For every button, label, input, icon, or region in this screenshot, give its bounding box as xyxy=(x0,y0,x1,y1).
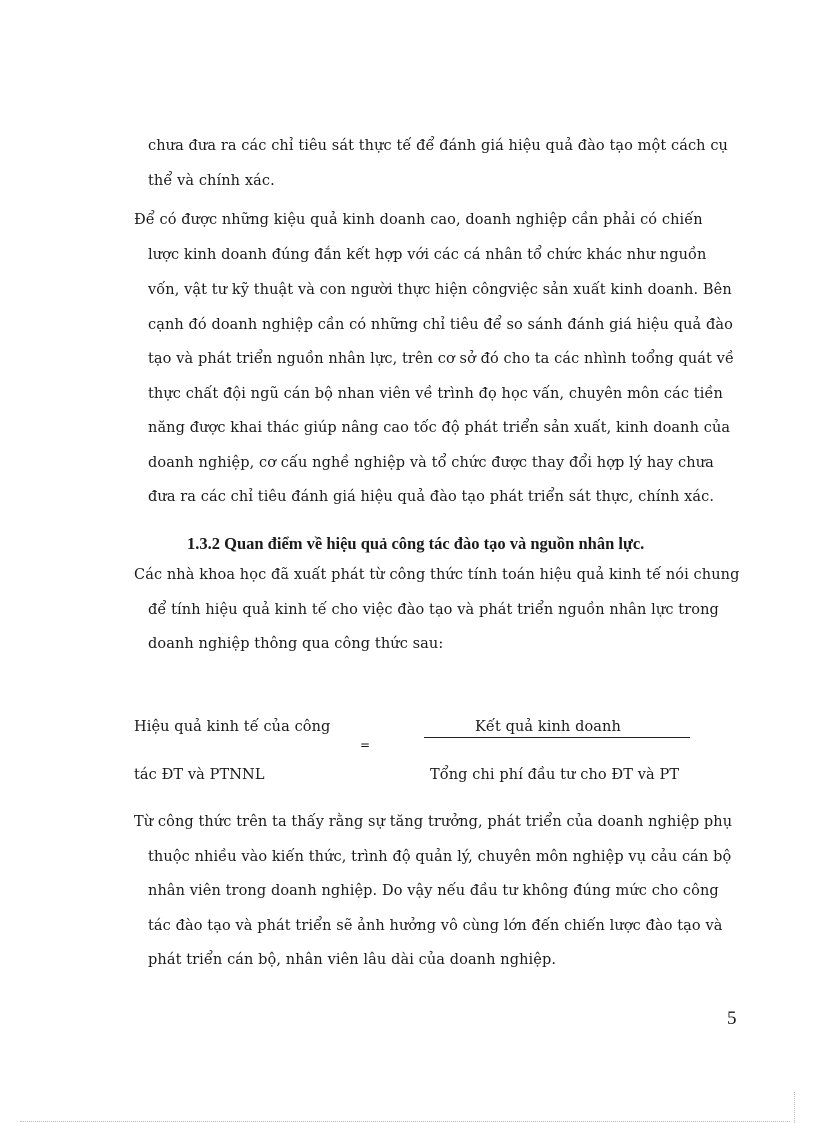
paragraph-4-line-3: nhân viên trong doanh nghiệp. Do vậy nếu đầu tư không đúng mức cho công xyxy=(148,883,719,899)
paragraph-4-line-2: thuộc nhiều vào kiến thức, trình độ quản lý, chuyên môn nghiệp vụ cảu cán bộ xyxy=(148,849,732,865)
paragraph-4-line-1: Từ công thức trên ta thấy rằng sự tăng trưởng, phát triển của doanh nghiệp phụ xyxy=(134,814,733,830)
paragraph-4-line-4: tác đào tạo và phát triển sẽ ảnh hưởng vô cùng lớn đến chiến lược đào tạo và xyxy=(148,918,723,934)
paragraph-2-line-6: thực chất đội ngũ cán bộ nhan viên về trình đọ học vấn, chuyên môn các tiền xyxy=(148,386,723,402)
paragraph-2-line-5: tạo và phát triển nguồn nhân lực, trên cơ sở đó cho ta các nhình toổng quát về xyxy=(148,351,734,367)
paragraph-4-line-5: phát triển cán bộ, nhân viên lâu dài của doanh nghiệp. xyxy=(148,952,557,968)
page-bottom-border xyxy=(20,1121,790,1122)
paragraph-2-line-2: lược kinh doanh đúng đắn kết hợp với các cá nhân tổ chức khác như nguồn xyxy=(148,247,707,263)
paragraph-2-line-9: đưa ra các chỉ tiêu đánh giá hiệu quả đào tạo phát triển sát thực, chính xác. xyxy=(148,489,715,505)
paragraph-2-line-8: doanh nghiệp, cơ cấu nghề nghiệp và tổ chức được thay đổi hợp lý hay chưa xyxy=(148,455,714,471)
paragraph-2-line-4: cạnh đó doanh nghiệp cần có những chỉ tiêu để so sánh đánh giá hiệu quả đào xyxy=(148,317,733,333)
paragraph-3-line-1: Các nhà khoa học đã xuất phát từ công thức tính toán hiệu quả kinh tế nói chung xyxy=(134,567,740,583)
formula-numerator: Kết quả kinh doanh xyxy=(475,719,621,735)
page-number: 5 xyxy=(727,1008,737,1029)
paragraph-2-line-1: Để có được những kiệu quả kinh doanh cao, doanh nghiệp cần phải có chiến xyxy=(134,212,703,228)
paragraph-3-line-2: để tính hiệu quả kinh tế cho việc đào tạo và phát triển nguồn nhân lực trong xyxy=(148,602,719,618)
formula-equals-sign: = xyxy=(360,738,371,752)
formula-left-line-2: tác ĐT và PTNNL xyxy=(134,767,265,783)
fraction-bar xyxy=(424,737,690,738)
paragraph-1-line-1: chưa đưa ra các chỉ tiêu sát thực tế để đánh giá hiệu quả đào tạo một cách cụ xyxy=(148,138,728,154)
formula-left-line-1: Hiệu quả kinh tế của công xyxy=(134,719,331,735)
section-heading: 1.3.2 Quan điểm về hiệu quả công tác đào tạo và nguồn nhân lực. xyxy=(187,534,645,553)
formula-denominator: Tổng chi phí đầu tư cho ĐT và PT xyxy=(430,767,680,783)
paragraph-2-line-3: vốn, vật tư kỹ thuật và con người thực hiện côngviệc sản xuất kinh doanh. Bên xyxy=(148,282,732,298)
page-right-border xyxy=(794,1092,795,1123)
paragraph-1-line-2: thể và chính xác. xyxy=(148,173,275,189)
paragraph-2-line-7: năng được khai thác giúp nâng cao tốc độ phát triển sản xuất, kinh doanh của xyxy=(148,420,731,436)
paragraph-3-line-3: doanh nghiệp thông qua công thức sau: xyxy=(148,636,444,652)
